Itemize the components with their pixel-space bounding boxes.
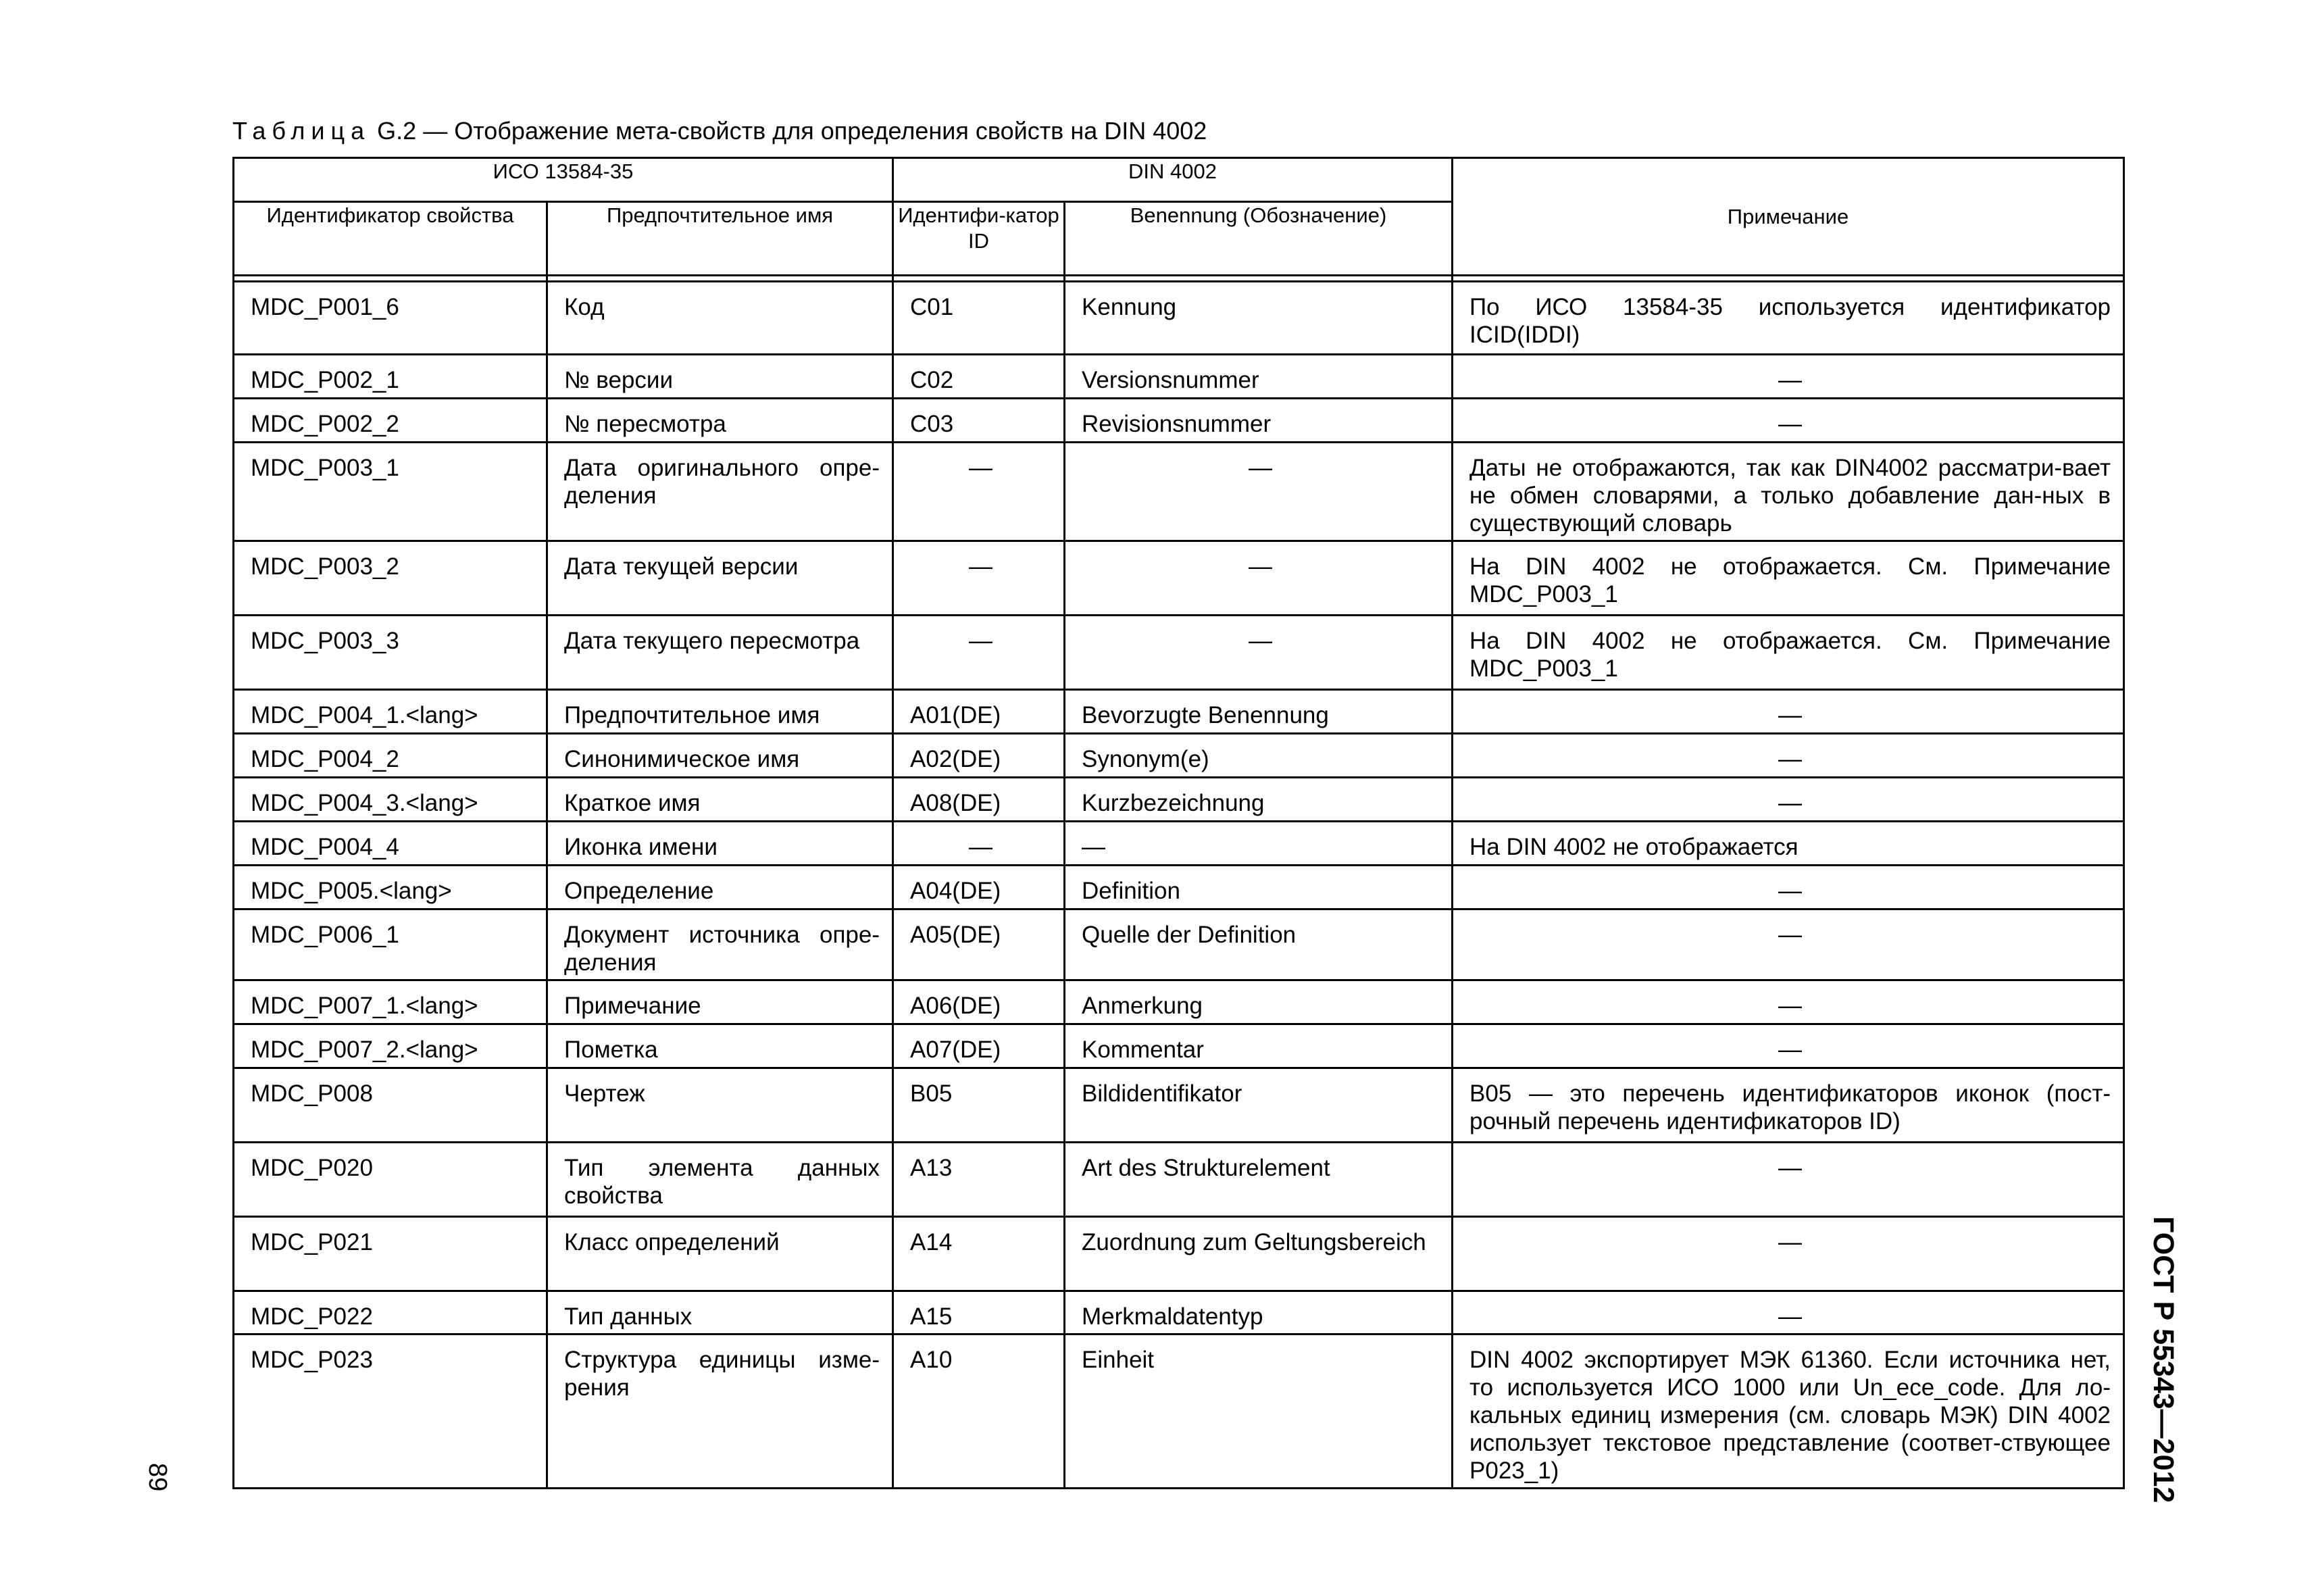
cell-preferred-name: Дата оригинального опре-деления bbox=[547, 443, 893, 541]
cell-property-id: MDC_P006_1 bbox=[234, 909, 547, 980]
cell-din-id: A04(DE) bbox=[893, 866, 1065, 909]
table-row bbox=[234, 1024, 2124, 1068]
cell-note: — bbox=[1453, 355, 2124, 399]
cell-benennung: Kommentar bbox=[1065, 1024, 1453, 1068]
cell-note: — bbox=[1453, 734, 2124, 778]
cell-preferred-name: Предпочтительное имя bbox=[547, 690, 893, 734]
caption-text: G.2 — Отображение мета-свойств для определения свойств на DIN 4002 bbox=[377, 117, 1207, 145]
cell-preferred-name: Документ источника опре-деления bbox=[547, 909, 893, 980]
cell-property-id: MDC_P001_6 bbox=[234, 282, 547, 355]
cell-benennung: Anmerkung bbox=[1065, 980, 1453, 1024]
table-row bbox=[234, 866, 2124, 909]
cell-property-id: MDC_P002_2 bbox=[234, 399, 547, 443]
cell-property-id: MDC_P007_1.<lang> bbox=[234, 980, 547, 1024]
table-row bbox=[234, 443, 2124, 541]
cell-preferred-name: Примечание bbox=[547, 980, 893, 1024]
cell-note: — bbox=[1453, 909, 2124, 980]
cell-property-id: MDC_P003_3 bbox=[234, 616, 547, 690]
cell-preferred-name: № пересмотра bbox=[547, 399, 893, 443]
cell-din-id: A08(DE) bbox=[893, 778, 1065, 822]
cell-property-id: MDC_P022 bbox=[234, 1291, 547, 1335]
cell-benennung: — bbox=[1065, 822, 1453, 866]
cell-benennung: Kennung bbox=[1065, 282, 1453, 355]
page-number: 89 bbox=[143, 1463, 172, 1492]
caption-word: Таблица bbox=[232, 117, 371, 145]
cell-note: На DIN 4002 не отображается. См. Примечание MDC_P003_1 bbox=[1453, 616, 2124, 690]
cell-benennung: Merkmaldatentyp bbox=[1065, 1291, 1453, 1335]
table-caption bbox=[232, 116, 1207, 146]
cell-benennung: Bildidentifikator bbox=[1065, 1068, 1453, 1143]
table-row bbox=[234, 690, 2124, 734]
cell-din-id: C01 bbox=[893, 282, 1065, 355]
table-row bbox=[234, 734, 2124, 778]
cell-note: — bbox=[1453, 1024, 2124, 1068]
cell-benennung: Einheit bbox=[1065, 1335, 1453, 1489]
cell-benennung: Synonym(e) bbox=[1065, 734, 1453, 778]
cell-note: На DIN 4002 не отображается. См. Примечание MDC_P003_1 bbox=[1453, 541, 2124, 616]
cell-note: Даты не отображаются, так как DIN4002 рассматри-вает не обмен словарями, а только добавление дан-ных в существующий словарь bbox=[1453, 443, 2124, 541]
table-row bbox=[234, 541, 2124, 616]
cell-property-id: MDC_P005.<lang> bbox=[234, 866, 547, 909]
document-side-title: ГОСТ Р 55343—2012 bbox=[2147, 1216, 2180, 1503]
table-row bbox=[234, 909, 2124, 980]
cell-benennung: Art des Strukturelement bbox=[1065, 1143, 1453, 1217]
header-din-id: Идентифи-катор ID bbox=[893, 202, 1065, 276]
cell-property-id: MDC_P023 bbox=[234, 1335, 547, 1489]
cell-din-id: — bbox=[893, 822, 1065, 866]
cell-benennung: Quelle der Definition bbox=[1065, 909, 1453, 980]
table-row bbox=[234, 980, 2124, 1024]
cell-preferred-name: Чертеж bbox=[547, 1068, 893, 1143]
table-row bbox=[234, 778, 2124, 822]
cell-preferred-name: Тип элемента данных свойства bbox=[547, 1143, 893, 1217]
cell-preferred-name: Дата текущего пересмотра bbox=[547, 616, 893, 690]
cell-preferred-name: Структура единицы изме-рения bbox=[547, 1335, 893, 1489]
table-header bbox=[234, 158, 2124, 282]
cell-preferred-name: Иконка имени bbox=[547, 822, 893, 866]
cell-preferred-name: Код bbox=[547, 282, 893, 355]
cell-preferred-name: Пометка bbox=[547, 1024, 893, 1068]
cell-note: — bbox=[1453, 1217, 2124, 1291]
cell-note: — bbox=[1453, 866, 2124, 909]
cell-benennung: Kurzbezeichnung bbox=[1065, 778, 1453, 822]
header-benennung: Benennung (Обозначение) bbox=[1065, 202, 1453, 276]
cell-din-id: B05 bbox=[893, 1068, 1065, 1143]
table-row bbox=[234, 355, 2124, 399]
cell-property-id: MDC_P002_1 bbox=[234, 355, 547, 399]
cell-property-id: MDC_P021 bbox=[234, 1217, 547, 1291]
cell-note: DIN 4002 экспортирует МЭК 61360. Если источника нет, то используется ИСО 1000 или Un_ece_code. Для ло-кальных единиц измерения (см. словарь МЭК) DIN 4002 использует текстовое представление (соответ-ствующее P023_1) bbox=[1453, 1335, 2124, 1489]
cell-din-id: C03 bbox=[893, 399, 1065, 443]
header-note: Примечание bbox=[1453, 158, 2124, 276]
cell-din-id: — bbox=[893, 616, 1065, 690]
cell-note: По ИСО 13584-35 используется идентификатор ICID(IDDI) bbox=[1453, 282, 2124, 355]
cell-benennung: Revisionsnummer bbox=[1065, 399, 1453, 443]
cell-benennung: Versionsnummer bbox=[1065, 355, 1453, 399]
cell-din-id: A06(DE) bbox=[893, 980, 1065, 1024]
table-row bbox=[234, 399, 2124, 443]
cell-benennung: — bbox=[1065, 443, 1453, 541]
cell-din-id: A07(DE) bbox=[893, 1024, 1065, 1068]
table-row bbox=[234, 616, 2124, 690]
table-row bbox=[234, 1335, 2124, 1489]
cell-preferred-name: Синонимическое имя bbox=[547, 734, 893, 778]
table-row bbox=[234, 822, 2124, 866]
cell-note: B05 — это перечень идентификаторов иконок (пост-рочный перечень идентификаторов ID) bbox=[1453, 1068, 2124, 1143]
cell-benennung: Definition bbox=[1065, 866, 1453, 909]
cell-din-id: A10 bbox=[893, 1335, 1065, 1489]
cell-property-id: MDC_P008 bbox=[234, 1068, 547, 1143]
cell-din-id: A14 bbox=[893, 1217, 1065, 1291]
header-din-group: DIN 4002 bbox=[893, 158, 1453, 202]
cell-preferred-name: Тип данных bbox=[547, 1291, 893, 1335]
header-preferred-name: Предпочтительное имя bbox=[547, 202, 893, 276]
mapping-table bbox=[232, 157, 2125, 1489]
cell-din-id: — bbox=[893, 443, 1065, 541]
cell-din-id: A02(DE) bbox=[893, 734, 1065, 778]
cell-property-id: MDC_P004_1.<lang> bbox=[234, 690, 547, 734]
cell-benennung: Zuordnung zum Geltungsbereich bbox=[1065, 1217, 1453, 1291]
cell-property-id: MDC_P004_3.<lang> bbox=[234, 778, 547, 822]
cell-property-id: MDC_P004_2 bbox=[234, 734, 547, 778]
table-row bbox=[234, 1217, 2124, 1291]
cell-din-id: A15 bbox=[893, 1291, 1065, 1335]
cell-property-id: MDC_P007_2.<lang> bbox=[234, 1024, 547, 1068]
cell-note: — bbox=[1453, 1143, 2124, 1217]
cell-din-id: A01(DE) bbox=[893, 690, 1065, 734]
cell-note: — bbox=[1453, 690, 2124, 734]
table-row bbox=[234, 1068, 2124, 1143]
cell-din-id: A13 bbox=[893, 1143, 1065, 1217]
cell-property-id: MDC_P003_1 bbox=[234, 443, 547, 541]
cell-preferred-name: № версии bbox=[547, 355, 893, 399]
cell-property-id: MDC_P020 bbox=[234, 1143, 547, 1217]
cell-note: — bbox=[1453, 399, 2124, 443]
cell-preferred-name: Определение bbox=[547, 866, 893, 909]
header-iso-group: ИСО 13584-35 bbox=[234, 158, 893, 202]
cell-property-id: MDC_P004_4 bbox=[234, 822, 547, 866]
table-body bbox=[234, 282, 2124, 1489]
cell-benennung: — bbox=[1065, 541, 1453, 616]
cell-din-id: A05(DE) bbox=[893, 909, 1065, 980]
cell-note: — bbox=[1453, 1291, 2124, 1335]
cell-preferred-name: Дата текущей версии bbox=[547, 541, 893, 616]
cell-din-id: — bbox=[893, 541, 1065, 616]
cell-preferred-name: Класс определений bbox=[547, 1217, 893, 1291]
table-row bbox=[234, 282, 2124, 355]
cell-preferred-name: Краткое имя bbox=[547, 778, 893, 822]
header-separator bbox=[234, 276, 2124, 282]
table-row bbox=[234, 1143, 2124, 1217]
header-property-id: Идентификатор свойства bbox=[234, 202, 547, 276]
cell-din-id: C02 bbox=[893, 355, 1065, 399]
cell-note: — bbox=[1453, 980, 2124, 1024]
cell-benennung: Bevorzugte Benennung bbox=[1065, 690, 1453, 734]
cell-benennung: — bbox=[1065, 616, 1453, 690]
cell-property-id: MDC_P003_2 bbox=[234, 541, 547, 616]
cell-note: На DIN 4002 не отображается bbox=[1453, 822, 2124, 866]
table-row bbox=[234, 1291, 2124, 1335]
cell-note: — bbox=[1453, 778, 2124, 822]
